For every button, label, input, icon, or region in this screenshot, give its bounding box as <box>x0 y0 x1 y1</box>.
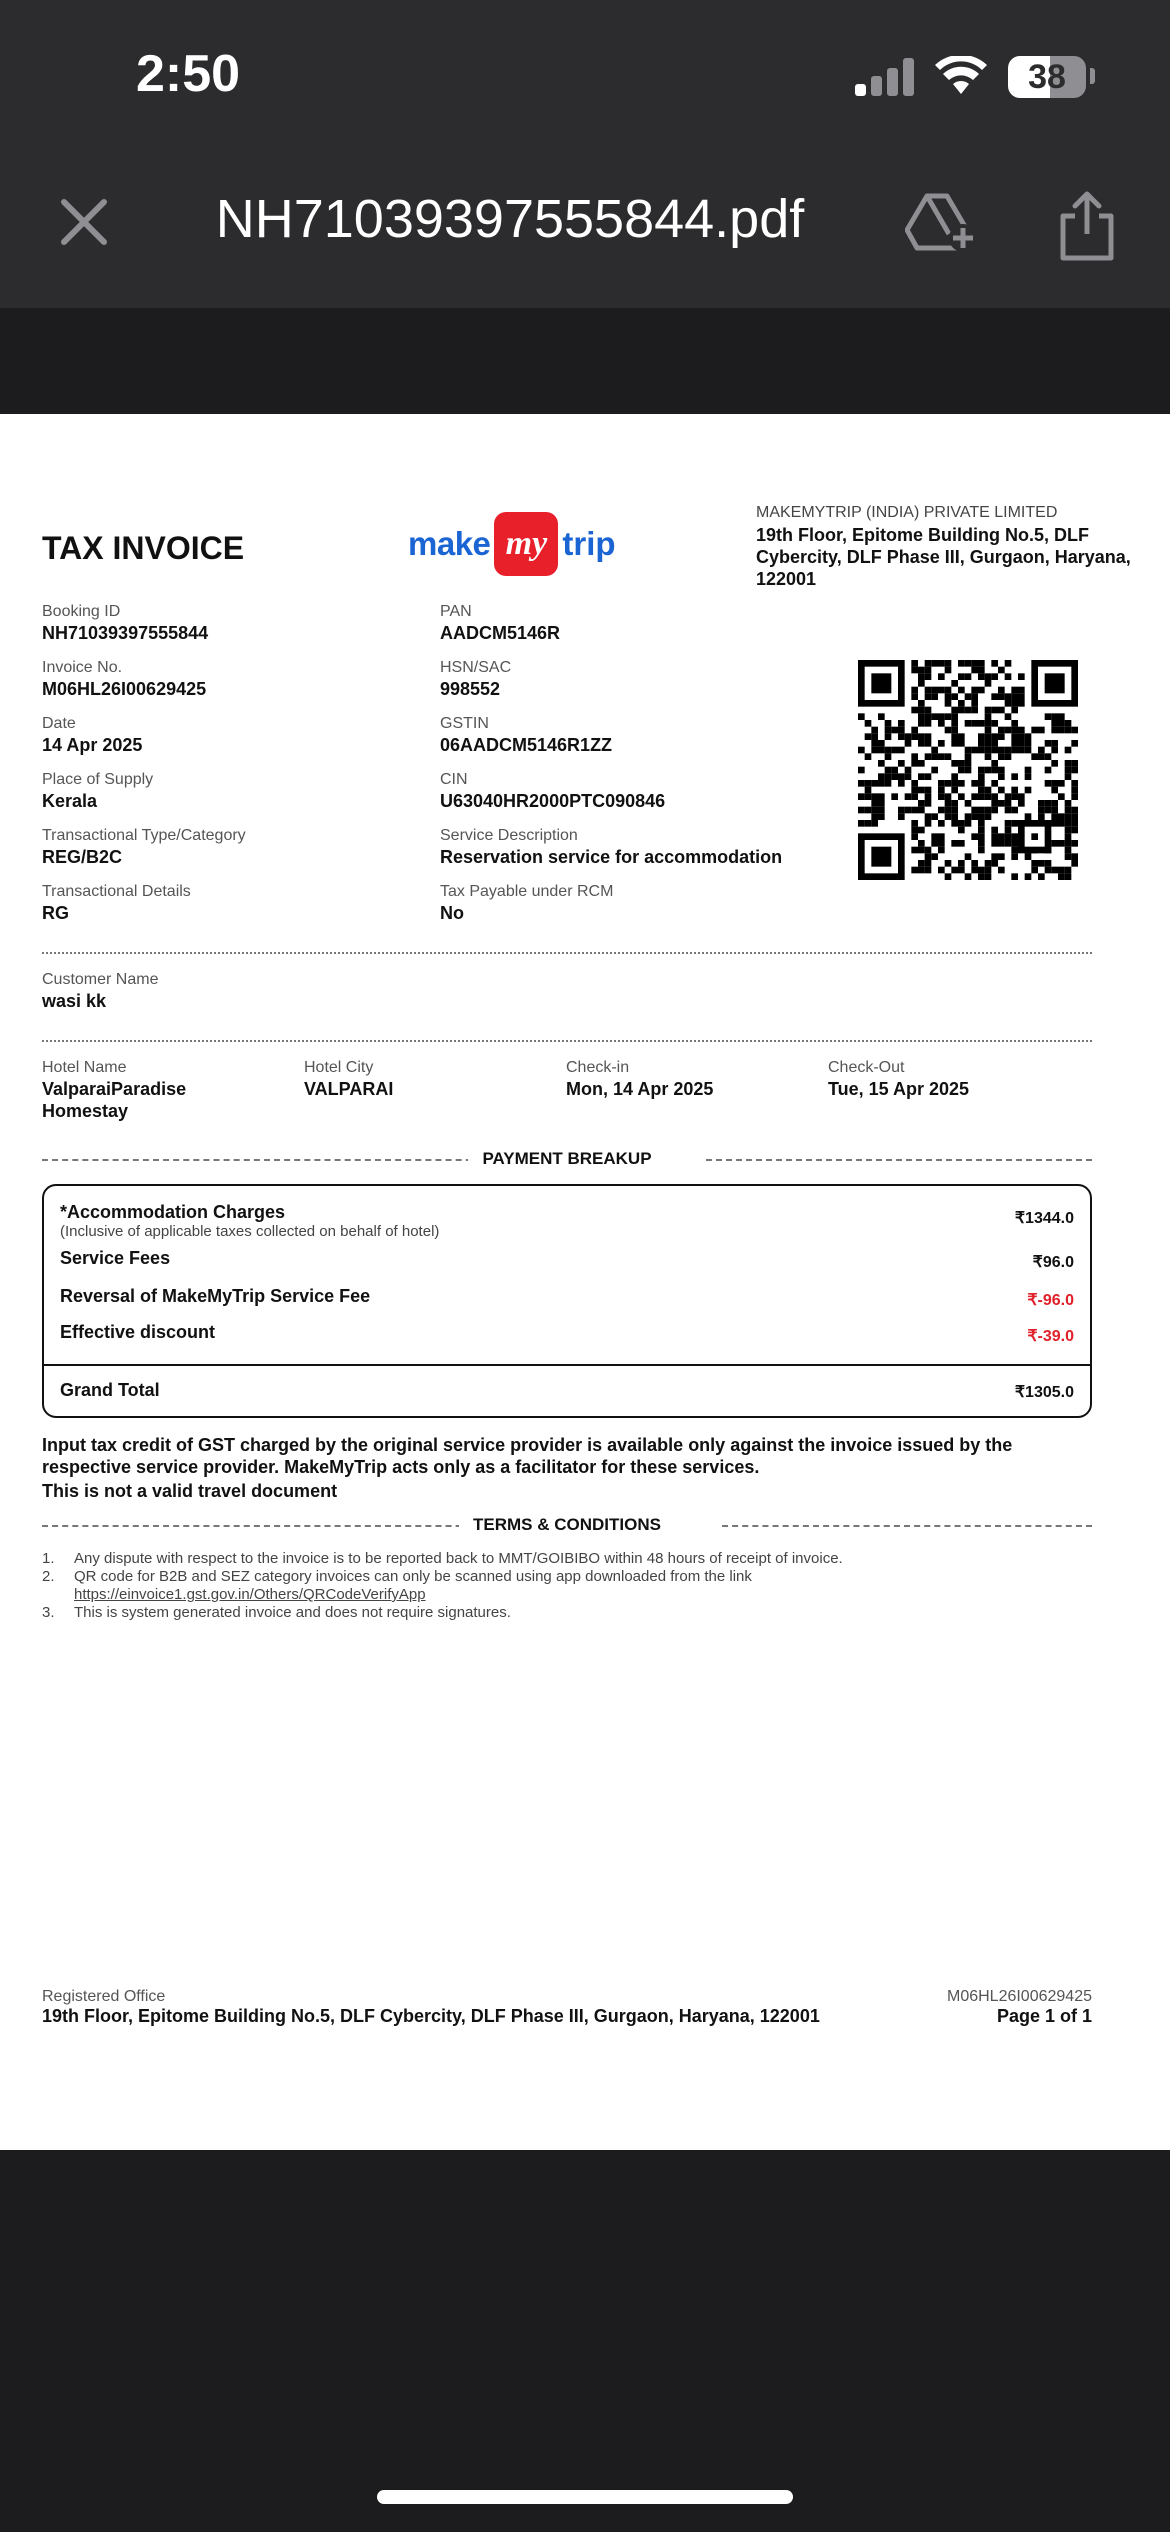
field-value: wasi kk <box>42 991 107 1011</box>
divider <box>42 952 1092 954</box>
field-value: Mon, 14 Apr 2025 <box>566 1079 714 1099</box>
battery-level: 38 <box>1028 58 1066 96</box>
field-gstin <box>440 714 612 756</box>
field-label: Place of Supply <box>42 771 154 788</box>
field-customer-name <box>42 970 158 1012</box>
field-value: 14 Apr 2025 <box>42 735 143 755</box>
field-label: Service Description <box>440 827 578 844</box>
logo-text-trip: trip <box>562 525 616 562</box>
invoice-title: TAX INVOICE <box>42 530 245 566</box>
field-value: M06HL26I00629425 <box>42 679 207 699</box>
pdf-viewer-header <box>0 0 1170 308</box>
breakup-label: *Accommodation Charges <box>60 1202 286 1222</box>
field-value: ValparaiParadise Homestay <box>42 1079 187 1121</box>
field-pan <box>440 602 560 644</box>
field-label: Hotel Name <box>42 1059 127 1076</box>
field-check-in <box>566 1058 713 1100</box>
breakup-row-accommodation <box>60 1202 1074 1240</box>
field-value: NH71039397555844 <box>42 623 209 643</box>
field-value: AADCM5146R <box>440 623 561 643</box>
breakup-label: Effective discount <box>60 1322 216 1342</box>
company-name: MAKEMYTRIP (INDIA) PRIVATE LIMITED <box>756 504 1058 521</box>
qr-verify-link[interactable]: https://einvoice1.gst.gov.in/Others/QRCodeVerifyApp <box>74 1586 426 1603</box>
breakup-row-grand-total <box>60 1380 1074 1401</box>
field-check-out <box>828 1058 969 1100</box>
page-number: Page 1 of 1 <box>996 2006 1092 2026</box>
field-value: 06AADCM5146R1ZZ <box>440 735 613 755</box>
field-cin <box>440 770 665 812</box>
breakup-sublabel: (Inclusive of applicable taxes collected on behalf of hotel) <box>60 1223 440 1240</box>
share-icon[interactable] <box>1055 188 1119 262</box>
status-time: 2:50 <box>136 45 241 103</box>
field-hotel-city <box>304 1058 393 1100</box>
field-transactional-type <box>42 826 246 868</box>
field-place-of-supply <box>42 770 153 812</box>
field-value: REG/B2C <box>42 847 123 867</box>
makemytrip-logo <box>408 512 616 576</box>
gst-note <box>42 1434 1092 1502</box>
company-address: 19th Floor, Epitome Building No.5, DLF Cybercity, DLF Phase III, Gurgaon, Haryana, 122001 <box>756 525 1131 589</box>
add-to-drive-icon[interactable] <box>905 190 977 254</box>
field-label: Transactional Type/Category <box>42 827 246 844</box>
cellular-signal-icon <box>855 58 915 96</box>
field-label: Hotel City <box>304 1059 374 1076</box>
field-label: Tax Payable under RCM <box>440 883 614 900</box>
field-hsn-sac <box>440 658 511 700</box>
divider <box>44 1364 1090 1366</box>
field-tax-payable-rcm <box>440 882 613 924</box>
field-label: Date <box>42 715 76 732</box>
field-value: U63040HR2000PTC090846 <box>440 791 666 811</box>
section-title: PAYMENT BREAKUP <box>468 1149 665 1168</box>
field-label: Customer Name <box>42 971 159 988</box>
payment-breakup-heading <box>42 1148 1092 1170</box>
field-transactional-details <box>42 882 191 924</box>
field-label: Check-Out <box>828 1059 905 1076</box>
list-item: 2. QR code for B2B and SEZ category invoices can only be scanned using app downloaded from the link https://einvoice1.gst.gov.in/Others/QRCodeVerifyApp <box>42 1568 752 1603</box>
breakup-amount: ₹96.0 <box>1032 1254 1074 1271</box>
home-indicator[interactable] <box>377 2490 793 2504</box>
field-service-description <box>440 826 782 868</box>
pdf-page <box>0 414 1170 2150</box>
registered-office-label: Registered Office <box>42 1988 166 2005</box>
field-label: HSN/SAC <box>440 659 512 676</box>
field-value: RG <box>42 903 69 923</box>
terms-heading <box>42 1514 1092 1536</box>
breakup-row-reversal <box>60 1286 1074 1307</box>
field-label: Check-in <box>566 1059 630 1076</box>
document-title: NH71039397555844.pdf <box>215 189 805 249</box>
breakup-amount: ₹-39.0 <box>1027 1328 1074 1345</box>
field-hotel-name <box>42 1058 262 1122</box>
page-footer-right <box>947 1988 1092 2027</box>
close-icon[interactable] <box>52 190 116 254</box>
field-label: CIN <box>440 771 468 788</box>
breakup-amount: ₹-96.0 <box>1027 1292 1074 1309</box>
logo-badge: my <box>494 512 558 576</box>
breakup-amount: ₹1344.0 <box>1014 1210 1074 1227</box>
list-item: 1. Any dispute with respect to the invoice is to be reported back to MMT/GOIBIBO within 48 hours of receipt of invoice. <box>42 1550 843 1567</box>
divider <box>42 1040 1092 1042</box>
field-label: Invoice No. <box>42 659 123 676</box>
breakup-row-service-fees <box>60 1248 1074 1269</box>
field-value: No <box>440 903 464 923</box>
breakup-row-discount <box>60 1322 1074 1343</box>
grand-total-label: Grand Total <box>60 1380 160 1400</box>
field-value: Tue, 15 Apr 2025 <box>828 1079 970 1099</box>
qr-code <box>858 660 1078 880</box>
terms-list <box>42 1550 1092 1622</box>
field-invoice-no <box>42 658 206 700</box>
field-value: 998552 <box>440 679 501 699</box>
not-valid-text: This is not a valid travel document <box>42 1481 338 1501</box>
footer-invoice-no: M06HL26I00629425 <box>946 1988 1092 2005</box>
breakup-label: Reversal of MakeMyTrip Service Fee <box>60 1286 371 1306</box>
list-item: 3. This is system generated invoice and does not require signatures. <box>42 1604 511 1621</box>
field-value: Kerala <box>42 791 98 811</box>
breakup-label: Service Fees <box>60 1248 171 1268</box>
field-label: GSTIN <box>440 715 489 732</box>
section-title: TERMS & CONDITIONS <box>459 1515 675 1534</box>
field-label: Transactional Details <box>42 883 191 900</box>
battery-tip <box>1090 68 1095 84</box>
field-value: VALPARAI <box>304 1079 394 1099</box>
viewer-background <box>0 308 1170 414</box>
field-date <box>42 714 142 756</box>
gst-note-text: Input tax credit of GST charged by the original service provider is available only against the invoice issued by the respective service provider. MakeMyTrip acts only as a facilitator for these services. <box>42 1435 1013 1477</box>
field-booking-id <box>42 602 208 644</box>
field-label: PAN <box>440 603 472 620</box>
payment-breakup-box <box>42 1184 1092 1418</box>
company-block <box>756 504 1136 590</box>
field-label: Booking ID <box>42 603 121 620</box>
field-value: Reservation service for accommodation <box>440 847 783 867</box>
grand-total-amount: ₹1305.0 <box>1014 1384 1074 1401</box>
registered-office-address: 19th Floor, Epitome Building No.5, DLF Cybercity, DLF Phase III, Gurgaon, Haryana, 122001 <box>42 2006 820 2026</box>
registered-office <box>42 1988 820 2027</box>
logo-text-make: make <box>408 525 491 562</box>
wifi-icon <box>935 56 987 96</box>
